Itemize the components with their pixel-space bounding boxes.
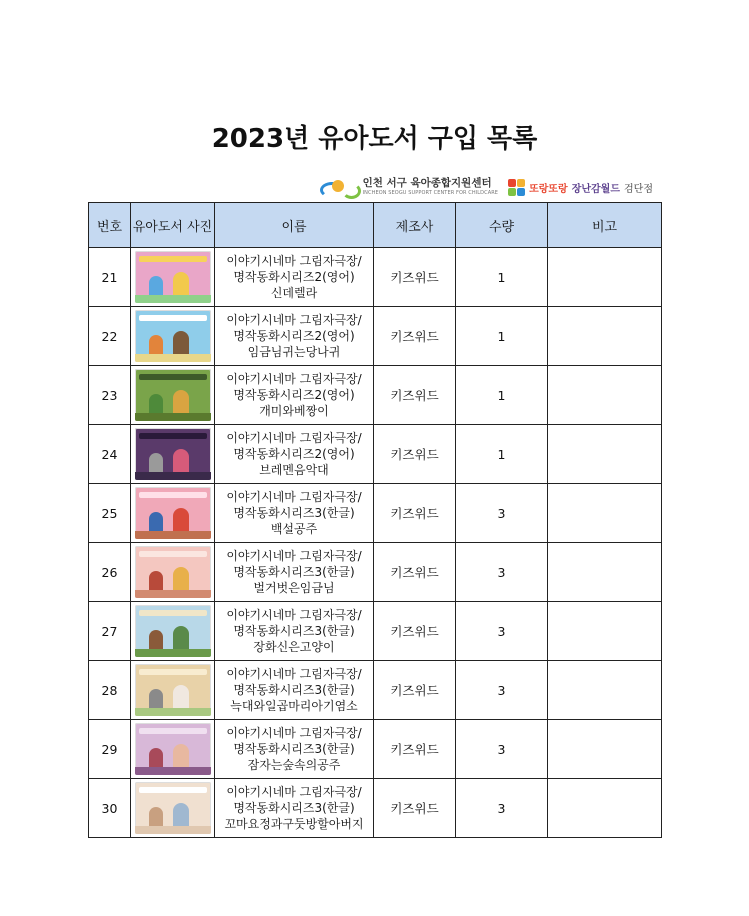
row-number: 21: [89, 248, 131, 307]
book-collection: 명작동화시리즈2(영어): [233, 447, 355, 461]
book-photo-cell: [131, 720, 215, 779]
book-collection: 명작동화시리즈3(한글): [233, 683, 355, 697]
book-photo-cell: [131, 661, 215, 720]
table-row: [89, 366, 662, 425]
header-name: 이름: [215, 203, 374, 248]
note-cell: [548, 543, 662, 602]
cover-title-strip: [139, 315, 207, 321]
cover-title-strip: [139, 669, 207, 675]
cover-title-strip: [139, 256, 207, 262]
cover-title-strip: [139, 551, 207, 557]
book-title: 장화신은고양이: [253, 640, 335, 654]
book-collection: 명작동화시리즈3(한글): [233, 742, 355, 756]
book-title: 백설공주: [270, 522, 318, 536]
maker-cell: 키즈위드: [374, 779, 456, 838]
book-series: 이야기시네마 그림자극장/: [226, 785, 362, 799]
book-name-cell: [215, 602, 374, 661]
table-row: [89, 307, 662, 366]
cover-ground: [135, 472, 211, 480]
maker-cell: 키즈위드: [374, 602, 456, 661]
maker-cell: 키즈위드: [374, 484, 456, 543]
maker-cell: 키즈위드: [374, 661, 456, 720]
cover-ground: [135, 767, 211, 775]
book-series: 이야기시네마 그림자극장/: [226, 549, 362, 563]
note-cell: [548, 602, 662, 661]
maker-cell: 키즈위드: [374, 248, 456, 307]
row-number: 30: [89, 779, 131, 838]
book-collection: 명작동화시리즈2(영어): [233, 388, 355, 402]
book-cover-image: [135, 782, 211, 834]
org-subtitle: INCHEON SEOGU SUPPORT CENTER FOR CHILDCARE: [362, 189, 499, 196]
book-photo-cell: [131, 366, 215, 425]
book-collection: 명작동화시리즈2(영어): [233, 270, 355, 284]
toy-library-logo: [508, 179, 653, 196]
book-title: 브레멘음악대: [259, 463, 329, 477]
book-photo-cell: [131, 307, 215, 366]
header-number: 번호: [89, 203, 131, 248]
toy-blocks-icon: [508, 179, 525, 196]
quantity-cell: 1: [456, 425, 548, 484]
book-cover-image: [135, 605, 211, 657]
note-cell: [548, 779, 662, 838]
org-name: 인천 서구 육아종합지원센터: [362, 177, 492, 190]
cover-ground: [135, 590, 211, 598]
cover-ground: [135, 413, 211, 421]
row-number: 28: [89, 661, 131, 720]
book-collection: 명작동화시리즈3(한글): [233, 506, 355, 520]
header-photo: 유아도서 사진: [131, 203, 215, 248]
table-row: [89, 543, 662, 602]
note-cell: [548, 720, 662, 779]
book-collection: 명작동화시리즈3(한글): [233, 624, 355, 638]
book-name-cell: [215, 425, 374, 484]
table-row: [89, 425, 662, 484]
book-title: 신데렐라: [270, 286, 318, 300]
cover-ground: [135, 826, 211, 834]
cover-ground: [135, 295, 211, 303]
book-series: 이야기시네마 그림자극장/: [226, 490, 362, 504]
page-title: 2023년 유아도서 구입 목록: [211, 124, 538, 154]
note-cell: [548, 425, 662, 484]
book-cover-image: [135, 487, 211, 539]
cover-ground: [135, 354, 211, 362]
book-series: 이야기시네마 그림자극장/: [226, 313, 362, 327]
book-title: 개미와베짱이: [259, 404, 329, 418]
book-cover-image: [135, 251, 211, 303]
book-title: 잠자는숲속의공주: [247, 758, 341, 772]
table-row: [89, 661, 662, 720]
book-name-cell: [215, 543, 374, 602]
childcare-center-logo: [320, 178, 498, 196]
book-title: 벌거벗은임금님: [253, 581, 335, 595]
row-number: 22: [89, 307, 131, 366]
book-series: 이야기시네마 그림자극장/: [226, 667, 362, 681]
note-cell: [548, 484, 662, 543]
book-name-cell: [215, 366, 374, 425]
table-row: [89, 248, 662, 307]
book-series: 이야기시네마 그림자극장/: [226, 254, 362, 268]
note-cell: [548, 248, 662, 307]
swirl-logo-icon: [320, 178, 358, 196]
book-photo-cell: [131, 602, 215, 661]
book-title: 임금님귀는당나귀: [247, 345, 341, 359]
toy-library-branch: 검단점: [624, 183, 653, 195]
book-name-cell: [215, 720, 374, 779]
cover-title-strip: [139, 787, 207, 793]
book-photo-cell: [131, 484, 215, 543]
quantity-cell: 3: [456, 720, 548, 779]
header-note: 비고: [548, 203, 662, 248]
book-cover-image: [135, 664, 211, 716]
row-number: 25: [89, 484, 131, 543]
book-name-cell: [215, 779, 374, 838]
note-cell: [548, 366, 662, 425]
book-title: 꼬마요정과구둣방할아버지: [224, 817, 364, 831]
book-photo-cell: [131, 248, 215, 307]
toy-library-name-a: 또랑또랑: [529, 183, 568, 195]
book-cover-image: [135, 546, 211, 598]
book-collection: 명작동화시리즈3(한글): [233, 801, 355, 815]
quantity-cell: 1: [456, 366, 548, 425]
header-maker: 제조사: [374, 203, 456, 248]
quantity-cell: 1: [456, 248, 548, 307]
row-number: 26: [89, 543, 131, 602]
book-title: 늑대와일곱마리아기염소: [230, 699, 358, 713]
book-name-cell: [215, 307, 374, 366]
cover-title-strip: [139, 374, 207, 380]
book-collection: 명작동화시리즈2(영어): [233, 329, 355, 343]
logo-bar: [320, 176, 653, 198]
book-series: 이야기시네마 그림자극장/: [226, 372, 362, 386]
table-row: [89, 779, 662, 838]
book-photo-cell: [131, 425, 215, 484]
table-header-row: [89, 203, 662, 248]
row-number: 27: [89, 602, 131, 661]
toy-library-name-b: 장난감월드: [571, 183, 621, 195]
book-photo-cell: [131, 543, 215, 602]
cover-title-strip: [139, 610, 207, 616]
cover-title-strip: [139, 728, 207, 734]
row-number: 23: [89, 366, 131, 425]
cover-title-strip: [139, 433, 207, 439]
book-name-cell: [215, 661, 374, 720]
book-name-cell: [215, 248, 374, 307]
quantity-cell: 3: [456, 543, 548, 602]
header-quantity: 수량: [456, 203, 548, 248]
table-row: [89, 602, 662, 661]
quantity-cell: 3: [456, 484, 548, 543]
book-collection: 명작동화시리즈3(한글): [233, 565, 355, 579]
maker-cell: 키즈위드: [374, 307, 456, 366]
quantity-cell: 3: [456, 779, 548, 838]
note-cell: [548, 307, 662, 366]
cover-ground: [135, 649, 211, 657]
cover-title-strip: [139, 492, 207, 498]
maker-cell: 키즈위드: [374, 543, 456, 602]
note-cell: [548, 661, 662, 720]
book-series: 이야기시네마 그림자극장/: [226, 431, 362, 445]
maker-cell: 키즈위드: [374, 425, 456, 484]
book-cover-image: [135, 369, 211, 421]
book-cover-image: [135, 723, 211, 775]
table-row: [89, 720, 662, 779]
book-cover-image: [135, 310, 211, 362]
cover-ground: [135, 708, 211, 716]
quantity-cell: 3: [456, 602, 548, 661]
book-list-table: [88, 202, 662, 838]
book-series: 이야기시네마 그림자극장/: [226, 726, 362, 740]
quantity-cell: 1: [456, 307, 548, 366]
quantity-cell: 3: [456, 661, 548, 720]
book-series: 이야기시네마 그림자극장/: [226, 608, 362, 622]
cover-ground: [135, 531, 211, 539]
book-photo-cell: [131, 779, 215, 838]
row-number: 24: [89, 425, 131, 484]
table-row: [89, 484, 662, 543]
row-number: 29: [89, 720, 131, 779]
book-name-cell: [215, 484, 374, 543]
maker-cell: 키즈위드: [374, 366, 456, 425]
maker-cell: 키즈위드: [374, 720, 456, 779]
book-cover-image: [135, 428, 211, 480]
